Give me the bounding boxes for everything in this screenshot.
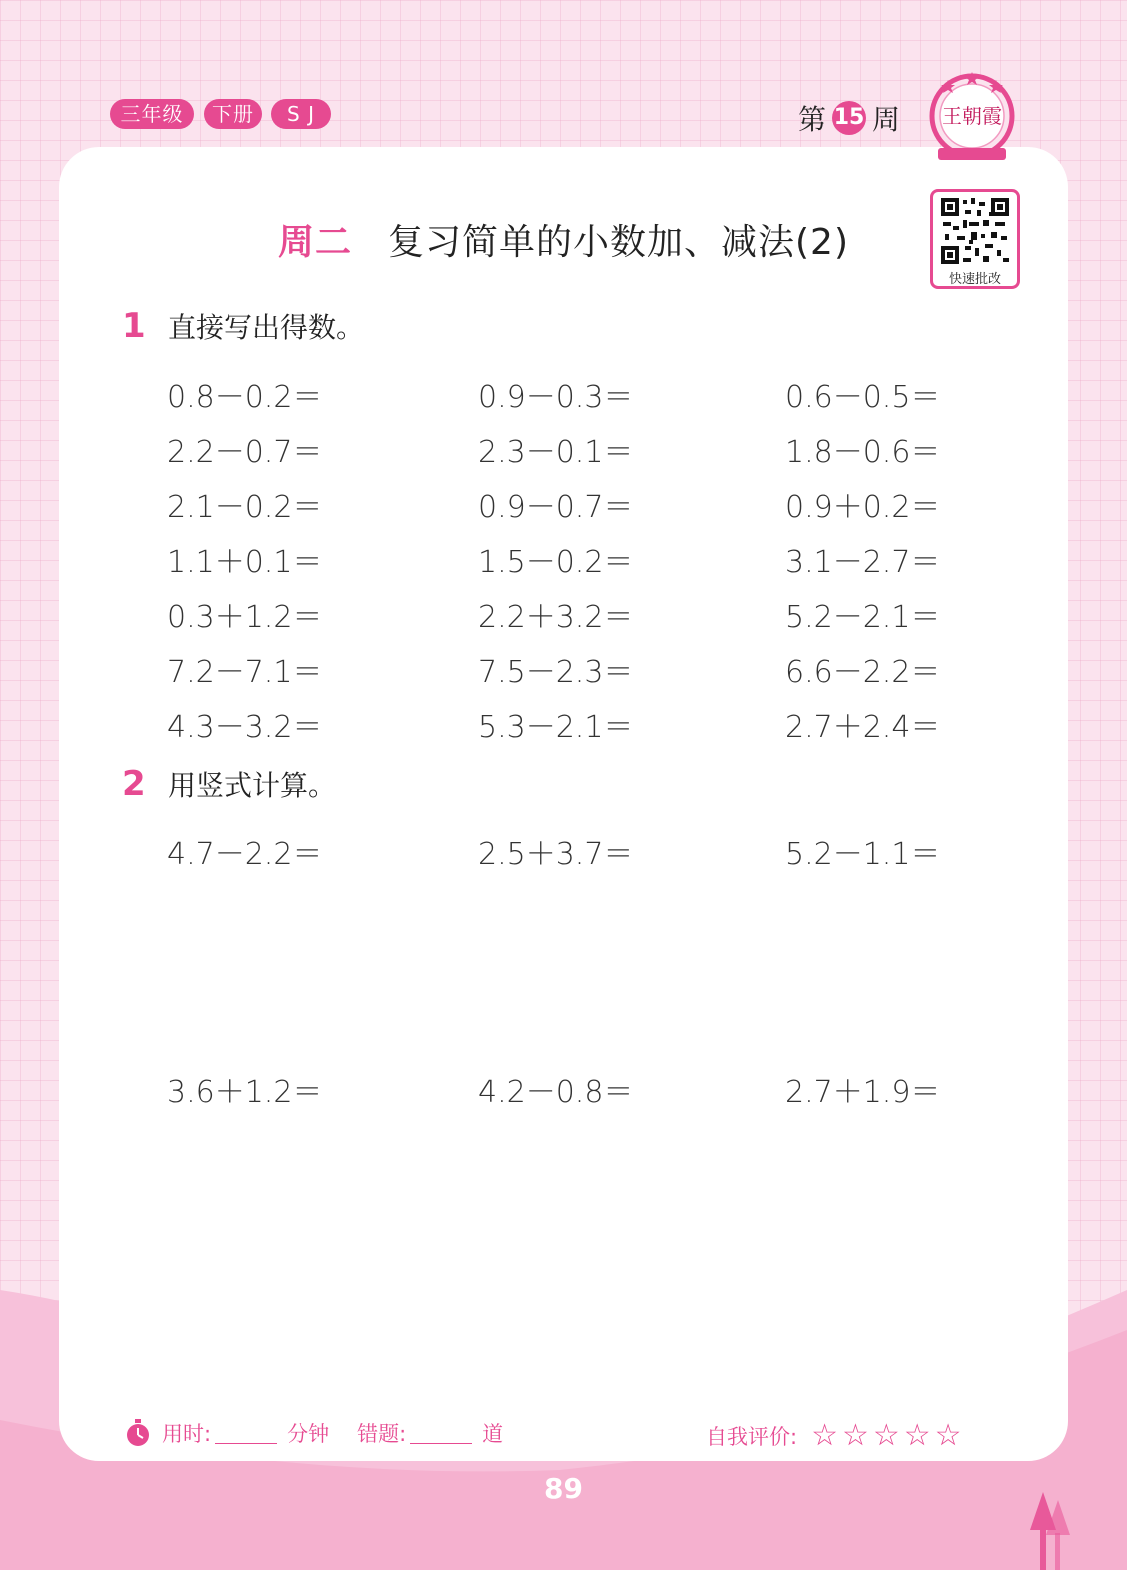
title-text: 复习简单的小数加、减法(2) — [388, 222, 849, 263]
problem: 2.2－0.7＝ — [167, 435, 323, 470]
problem: 1.1＋0.1＝ — [167, 545, 323, 580]
stopwatch-icon — [124, 1418, 152, 1448]
section-2-number: 2 — [122, 764, 146, 804]
problem: 5.2－2.1＝ — [785, 600, 941, 635]
volume-tag: 下册 — [204, 99, 262, 129]
errors-unit: 道 — [482, 1422, 504, 1446]
title-day: 周二 — [277, 222, 352, 263]
self-eval-label: 自我评价: — [706, 1424, 798, 1449]
problem: 3.6＋1.2＝ — [167, 1075, 323, 1110]
qr-label: 快速批改 — [948, 272, 1001, 287]
rating-stars[interactable]: ☆☆☆☆☆ — [811, 1418, 966, 1453]
problem: 0.8－0.2＝ — [167, 380, 323, 415]
problem: 3.1－2.7＝ — [785, 545, 941, 580]
time-unit: 分钟 — [287, 1422, 330, 1446]
week-number: 15 — [832, 101, 866, 135]
brand-logo-icon — [928, 66, 1016, 166]
brand-text: 王朝霞 — [942, 104, 1002, 128]
problem: 0.9－0.3＝ — [478, 380, 634, 415]
problem: 2.2＋3.2＝ — [478, 600, 634, 635]
problem: 4.7－2.2＝ — [167, 837, 323, 872]
grade-tag: 三年级 — [110, 99, 194, 129]
section-1-number: 1 — [122, 306, 146, 346]
problem: 7.2－7.1＝ — [167, 655, 323, 690]
problem: 0.3＋1.2＝ — [167, 600, 323, 635]
section-2-heading: 用竖式计算。 — [168, 769, 337, 802]
errors-label: 错题: — [357, 1422, 407, 1446]
problem: 0.9＋0.2＝ — [785, 490, 941, 525]
time-errors-footer — [124, 1418, 503, 1448]
problem: 5.2－1.1＝ — [785, 837, 941, 872]
problem: 7.5－2.3＝ — [478, 655, 634, 690]
section-1-heading: 直接写出得数。 — [168, 311, 365, 344]
problem: 6.6－2.2＝ — [785, 655, 941, 690]
problem: 5.3－2.1＝ — [478, 710, 634, 745]
problem: 4.2－0.8＝ — [478, 1075, 634, 1110]
section-2-header — [122, 764, 336, 804]
problem: 1.5－0.2＝ — [478, 545, 634, 580]
time-label: 用时: — [162, 1422, 212, 1446]
edition-tag: S J — [271, 99, 331, 129]
self-evaluation — [706, 1418, 966, 1453]
qr-code[interactable] — [930, 189, 1020, 289]
week-prefix: 第 — [798, 103, 827, 136]
section-1-header — [122, 306, 364, 346]
problem: 2.7＋2.4＝ — [785, 710, 941, 745]
problem: 2.3－0.1＝ — [478, 435, 634, 470]
problem: 4.3－3.2＝ — [167, 710, 323, 745]
problem: 2.1－0.2＝ — [167, 490, 323, 525]
qr-code-icon — [939, 196, 1011, 266]
problem: 0.6－0.5＝ — [785, 380, 941, 415]
problem: 1.8－0.6＝ — [785, 435, 941, 470]
page-number: 89 — [544, 1472, 583, 1505]
time-blank[interactable] — [215, 1423, 277, 1444]
errors-blank[interactable] — [410, 1423, 472, 1444]
problem: 0.9－0.7＝ — [478, 490, 634, 525]
problem: 2.5＋3.7＝ — [478, 837, 634, 872]
week-indicator — [798, 98, 900, 138]
week-suffix: 周 — [872, 103, 901, 136]
problem: 2.7＋1.9＝ — [785, 1075, 941, 1110]
